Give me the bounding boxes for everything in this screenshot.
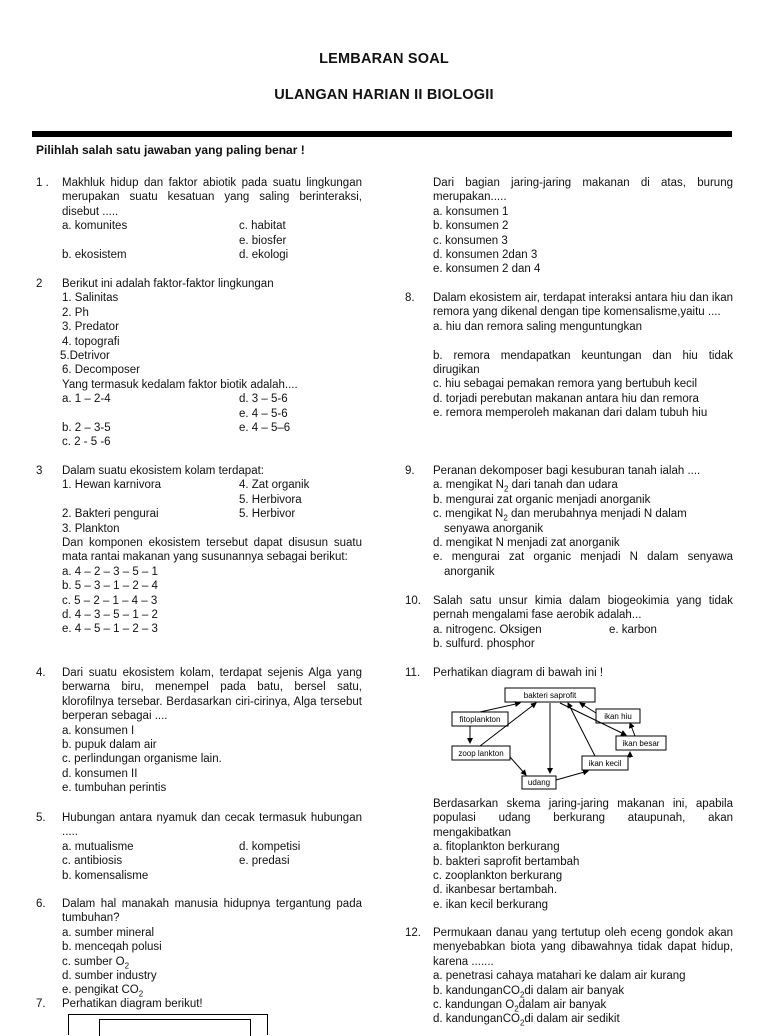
option-e[interactable]: e. konsumen 2 dan 4: [433, 263, 541, 276]
option-c[interactable]: c. antibiosis: [62, 855, 123, 868]
option-d[interactable]: d. mengikat N menjadi zat anorganik: [433, 536, 620, 549]
option-d[interactable]: d. 4 – 3 – 5 – 1 – 2: [62, 608, 158, 621]
subscript: 2: [138, 989, 144, 999]
option-a[interactable]: [433, 478, 733, 492]
list-item: 4. topografi: [62, 335, 120, 348]
list-item: 6. Decomposer: [62, 364, 140, 377]
question-text: Dari suatu ekosistem kolam, terdapat sejenis Alga yang berwarna biru, menempel pada batu, bersel satu, klorofilnya tersebar. Berdasarkan ciri-cirinya, Alga tersebut berperan sebagai ....: [62, 667, 362, 723]
question-text: Makhluk hidup dan faktor abiotik pada suatu lingkungan merupakan suatu kesatuan yang saling berinteraksi, disebut .....: [62, 177, 362, 218]
question-text: Permukaan danau yang tertutup oleh eceng gondok akan menyebabkan biota yang dibawahnya tidak dapat hidup, karena .......: [433, 927, 733, 968]
option-c[interactable]: c. konsumen 3: [433, 234, 508, 247]
option-d[interactable]: d. kompetisi: [239, 840, 301, 853]
option-a[interactable]: a. sumber mineral: [62, 926, 155, 939]
option-text: di dalam air sedikit: [524, 1013, 620, 1026]
question-text: Berikut ini adalah faktor-faktor lingkungan: [62, 278, 274, 290]
question-number: 3: [36, 465, 43, 477]
option-text: d. kandunganCO: [433, 1013, 520, 1026]
option-d[interactable]: d. konsumen II: [62, 767, 138, 780]
option-e[interactable]: e. 4 – 5–6: [239, 421, 291, 434]
question-text: Salah satu unsur kimia dalam biogeokimia yang tidak pernah mengalami fase aerobik adalah...: [433, 595, 733, 622]
option-c[interactable]: c. hiu sebagai pemakan remora yang bertubuh kecil: [433, 378, 698, 391]
option-b[interactable]: b. remora mendapatkan keuntungan dan hiu tidak dirugikan: [433, 349, 733, 376]
option-a[interactable]: a. fitoplankton berkurang: [433, 841, 560, 854]
option-b[interactable]: [433, 984, 733, 998]
option-text: e. pengikat CO: [62, 984, 139, 997]
question-prompt: Yang termasuk kedalam faktor biotik adalah....: [62, 378, 298, 391]
option-b[interactable]: b. 2 – 3-5: [62, 421, 111, 434]
option-d[interactable]: d. ikanbesar bertambah.: [433, 884, 558, 897]
node-zooplankton: zoop lankton: [458, 749, 504, 758]
option-d[interactable]: d. konsumen 2dan 3: [433, 248, 538, 261]
question-number: 5.: [36, 812, 46, 824]
option-a[interactable]: a. komunites: [62, 220, 128, 233]
option-a[interactable]: a. hiu dan remora saling menguntungkan: [433, 320, 643, 333]
sheet-title: LEMBARAN SOAL: [319, 51, 449, 67]
instruction: Pilihlah salah satu jawaban yang paling benar !: [36, 143, 305, 157]
list-item: 2. Bakteri pengurai: [62, 508, 159, 521]
option-c[interactable]: c. 2 - 5 -6: [62, 436, 111, 449]
option-e[interactable]: e. ikan kecil berkurang: [433, 898, 549, 911]
option-b[interactable]: b. sulfurd. phosphor: [433, 638, 535, 651]
question-number: 1 .: [36, 177, 49, 189]
option-d[interactable]: d. 3 – 5-6: [239, 393, 288, 406]
question-text: Perhatikan diagram di bawah ini !: [433, 667, 604, 679]
list-item: 3. Plankton: [62, 522, 120, 535]
list-item: 5. Herbivor: [239, 508, 296, 521]
option-b[interactable]: b. pupuk dalam air: [62, 739, 157, 752]
question-text: Hubungan antara nyamuk dan cecak termasuk hubungan .....: [62, 812, 362, 839]
option-d[interactable]: d. ekologi: [239, 249, 289, 261]
list-item: 1. Hewan karnivora: [62, 479, 162, 492]
option-d[interactable]: [433, 1012, 733, 1026]
option-e[interactable]: e. mengurai zat organic menjadi N dalam senyawa anorganik: [433, 551, 733, 578]
question-number: 11.: [405, 667, 421, 679]
node-bakteri: bakteri saprofit: [523, 691, 577, 700]
option-text: b. kandunganCO: [433, 984, 520, 997]
option-text: dari tanah dan udara: [508, 479, 618, 492]
node-ikan-kecil: ikan kecil: [588, 759, 622, 768]
list-item: 5.Detrivor: [60, 349, 110, 362]
question-11-after: [433, 797, 733, 912]
option-text: c. mengikat N: [433, 508, 504, 521]
question-number: 4.: [36, 667, 46, 679]
option-e[interactable]: e. biosfer: [239, 234, 287, 247]
question-number: 10.: [405, 595, 421, 607]
list-item: 1. Salinitas: [62, 292, 119, 305]
subscript: 2: [503, 513, 508, 523]
option-c[interactable]: [433, 507, 733, 536]
question-number: 7.: [36, 998, 46, 1010]
option-e[interactable]: e. tumbuhan perintis: [62, 782, 167, 795]
question-7-continued: [433, 176, 733, 277]
option-c[interactable]: c. habitat: [239, 220, 286, 233]
option-b[interactable]: b. konsumen 2: [433, 220, 509, 233]
option-b[interactable]: b. ekosistem: [62, 249, 127, 261]
question-number: 8.: [405, 292, 415, 304]
question-number: 9.: [405, 465, 415, 477]
option-c[interactable]: c. 5 – 2 – 1 – 4 – 3: [62, 594, 158, 607]
option-e[interactable]: e. predasi: [239, 855, 290, 868]
node-ikan-hiu: ikan hiu: [604, 712, 632, 721]
question-number: 6.: [36, 898, 46, 910]
option-a[interactable]: a. penetrasi cahaya matahari ke dalam air kurang: [433, 970, 686, 983]
option-d[interactable]: d. sumber industry: [62, 969, 157, 982]
option-e[interactable]: e. remora memperoleh makanan dari dalam tubuh hiu: [433, 407, 708, 420]
option-b[interactable]: b. 5 – 3 – 1 – 2 – 4: [62, 580, 158, 593]
subscript: 2: [519, 989, 525, 999]
list-item: 5. Herbivora: [239, 493, 302, 506]
option-c[interactable]: c. zooplankton berkurang: [433, 870, 563, 882]
question-prompt: Dan komponen ekosistem tersebut dapat disusun suatu mata rantai makanan yang susunannya sebagai berikut:: [62, 536, 362, 564]
spacer: [433, 334, 733, 348]
question-text: Dalam ekosistem air, terdapat interaksi antara hiu dan ikan remora yang dikenal dengan tipe komensalisme,yaitu ....: [433, 292, 733, 319]
food-web-diagram-box: [68, 1014, 268, 1035]
question-prompt: Berdasarkan skema jaring-jaring makanan ini, apabila populasi udang berkurang ataupunah, akan mengakibatkan: [433, 798, 733, 839]
question-text: Dari bagian jaring-jaring makanan di atas, burung merupakan.....: [433, 177, 733, 204]
option-c[interactable]: [62, 955, 362, 969]
list-item: 4. Zat organik: [239, 479, 310, 492]
option-d[interactable]: d. torjadi perebutan makanan antara hiu dan remora: [433, 392, 699, 405]
question-number: 2: [36, 278, 43, 290]
option-e[interactable]: e. 4 – 5-6: [239, 407, 288, 420]
option-a[interactable]: a. 4 – 2 – 3 – 5 – 1: [62, 565, 158, 578]
node-fitoplankton: fitoplankton: [459, 715, 501, 724]
node-udang: udang: [527, 778, 551, 787]
option-e[interactable]: e. 4 – 5 – 1 – 2 – 3: [62, 623, 158, 636]
header-rule: [32, 131, 732, 137]
option-text: c. kandungan O: [433, 999, 515, 1011]
option-b[interactable]: b. bakteri saprofit bertambah: [433, 855, 580, 868]
list-item: 3. Predator: [62, 321, 119, 334]
option-text: c. sumber O: [62, 955, 125, 968]
option-e[interactable]: e. karbon: [609, 623, 657, 636]
question-text: Dalam suatu ekosistem kolam terdapat:: [62, 465, 264, 477]
option-c[interactable]: c. perlindungan organisme lain.: [62, 753, 222, 766]
option-text: dalam air banyak: [518, 999, 607, 1011]
option-c[interactable]: [433, 998, 733, 1012]
option-b[interactable]: b. mengurai zat organic menjadi anorganik: [433, 493, 651, 506]
option-text: di dalam air banyak: [524, 984, 625, 997]
subscript: 2: [503, 484, 509, 494]
option-a[interactable]: a. mutualisme: [62, 840, 134, 853]
question-text: Dalam hal manakah manusia hidupnya tergantung pada tumbuhan?: [62, 898, 362, 925]
option-a[interactable]: a. 1 – 2-4: [62, 393, 111, 406]
option-a[interactable]: a. konsumen 1: [433, 205, 509, 218]
food-web-diagram: [440, 685, 740, 795]
option-a[interactable]: a. konsumen I: [62, 724, 135, 737]
question-text: Peranan dekomposer bagi kesuburan tanah ialah ....: [433, 465, 701, 477]
sheet-subtitle: ULANGAN HARIAN II BIOLOGII: [274, 87, 494, 103]
option-text: dan merubahnya menjadi N dalam senyawa anorganik: [444, 508, 687, 535]
option-e[interactable]: [62, 983, 362, 997]
subscript: 2: [519, 1018, 525, 1028]
subscript: 2: [124, 960, 130, 970]
option-b[interactable]: b. komensalisme: [62, 869, 149, 882]
node-ikan-besar: ikan besar: [622, 739, 660, 748]
diagram-inner-frame: [99, 1019, 251, 1036]
option-a[interactable]: a. nitrogenc. Oksigen: [433, 623, 542, 636]
subscript: 2: [514, 1004, 519, 1014]
list-item: 2. Ph: [62, 306, 89, 319]
question-text: Perhatikan diagram berikut!: [62, 998, 203, 1010]
question-number: 12.: [405, 927, 421, 939]
option-b[interactable]: b. menceqah polusi: [62, 941, 162, 954]
option-text: a. mengikat N: [433, 479, 504, 492]
